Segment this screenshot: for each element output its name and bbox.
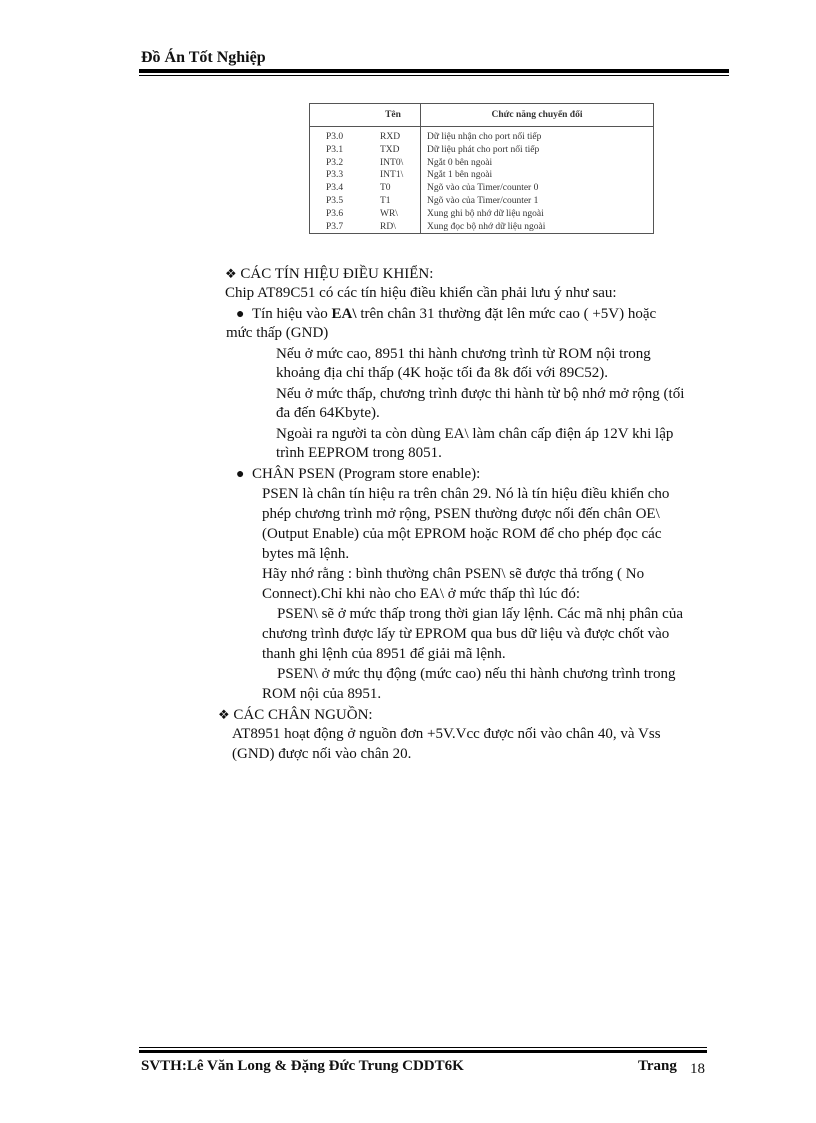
column-header-pin <box>310 104 367 127</box>
footer-rule <box>139 1050 707 1053</box>
table-row <box>310 127 654 144</box>
paragraph: Ngoài ra người ta còn dùng EA\ làm chân cấp điện áp 12V khi lập <box>276 426 674 442</box>
pin-cell: P3.2 <box>326 157 344 168</box>
column-header-name: Tên <box>366 104 421 127</box>
table-row <box>310 157 654 170</box>
paragraph: ROM nội của 8951. <box>262 686 382 702</box>
page-number: 18 <box>690 1061 705 1077</box>
table-row <box>310 208 654 221</box>
name-cell: TXD <box>366 144 421 157</box>
diamond-bullet-icon: ❖ <box>218 707 230 722</box>
footer-rule-thin <box>139 1047 707 1048</box>
table-row <box>310 195 654 208</box>
paragraph: Connect).Chỉ khi nào cho EA\ ở mức thấp thì lúc đó: <box>262 586 581 602</box>
pin-cell: P3.0 <box>326 132 344 142</box>
paragraph: trình EEPROM trong 8051. <box>276 445 442 461</box>
paragraph: PSEN\ sẽ ở mức thấp trong thời gian lấy lệnh. Các mã nhị phân của <box>277 606 683 622</box>
paragraph: chương trình được lấy từ EPROM qua bus dữ liệu và được chốt vào <box>262 626 670 642</box>
port3-function-table <box>309 103 654 251</box>
paragraph: đa đến 64Kbyte). <box>276 405 380 421</box>
document-title: Đồ Án Tốt Nghiệp <box>141 49 266 66</box>
pin-cell: P3.5 <box>326 195 344 206</box>
name-cell: WR\ <box>366 208 421 221</box>
pin-cell: P3.6 <box>326 208 344 219</box>
paragraph: (GND) được nối vào chân 20. <box>232 746 412 762</box>
paragraph: PSEN\ ở mức thụ động (mức cao) nếu thi hành chương trình trong <box>277 666 676 682</box>
pin-cell: P3.1 <box>326 144 344 155</box>
bullet-dot-icon: ● <box>236 307 245 322</box>
table-row <box>310 144 654 157</box>
function-cell: Xung ghi bộ nhớ dữ liệu ngoài <box>427 208 544 219</box>
header-rule <box>139 69 729 73</box>
paragraph: (Output Enable) của một EPROM hoặc ROM để cho phép đọc các <box>262 526 662 542</box>
pin-table <box>309 103 654 234</box>
table-row <box>310 221 654 234</box>
function-cell: Ngõ vào của Timer/counter 0 <box>427 183 539 194</box>
function-cell: Xung đọc bộ nhớ dữ liệu ngoài <box>427 221 546 232</box>
footer-page-label: Trang <box>638 1058 677 1074</box>
diamond-bullet-icon: ❖ <box>225 266 237 281</box>
name-cell: INT0\ <box>366 157 421 170</box>
paragraph: Nếu ở mức cao, 8951 thi hành chương trình từ ROM nội trong <box>276 346 651 362</box>
name-cell: RD\ <box>366 221 421 234</box>
pin-cell: P3.7 <box>326 221 344 232</box>
name-cell: RXD <box>366 127 421 144</box>
function-cell: Ngắt 1 bên ngoài <box>427 170 493 181</box>
paragraph: Chip AT89C51 có các tín hiệu điều khiển cần phải lưu ý như sau: <box>225 285 617 301</box>
function-cell: Dữ liệu phát cho port nối tiếp <box>427 144 540 155</box>
section-heading-control-signals: ❖ CÁC TÍN HIỆU ĐIỀU KHIỂN: <box>225 266 434 282</box>
name-cell: INT1\ <box>366 169 421 182</box>
pin-cell: P3.4 <box>326 183 344 194</box>
function-cell: Ngắt 0 bên ngoài <box>427 157 493 168</box>
footer-authors: SVTH:Lê Văn Long & Đặng Đức Trung CDDT6K <box>141 1058 464 1074</box>
name-cell: T1 <box>366 195 421 208</box>
paragraph: khoảng địa chỉ thấp (4K hoặc tối đa 8k đối với 89C52). <box>276 365 609 381</box>
paragraph: PSEN là chân tín hiệu ra trên chân 29. Nó là tín hiệu điều khiển cho <box>262 486 670 502</box>
paragraph: Nếu ở mức thấp, chương trình được thi hành từ bộ nhớ mở rộng (tối <box>276 386 685 402</box>
function-cell: Ngõ vào của Timer/counter 1 <box>427 195 539 206</box>
list-item-psen: ● CHÂN PSEN (Program store enable): <box>236 466 481 482</box>
header-rule-thin <box>139 75 729 76</box>
table-row <box>310 169 654 182</box>
name-cell: T0 <box>366 182 421 195</box>
table-row <box>310 182 654 195</box>
column-header-function: Chức năng chuyển đổi <box>421 104 654 127</box>
paragraph: phép chương trình mở rộng, PSEN thường được nối đến chân OE\ <box>262 506 660 522</box>
bullet-dot-icon: ● <box>236 467 245 482</box>
section-heading-power-pins: ❖ CÁC CHÂN NGUỒN: <box>218 707 373 723</box>
list-item-ea: ● Tín hiệu vào EA\ trên chân 31 thường đặt lên mức cao ( +5V) hoặc <box>236 306 657 322</box>
paragraph: Hãy nhớ rằng : bình thường chân PSEN\ sẽ được thả trống ( No <box>262 566 645 582</box>
paragraph: bytes mã lệnh. <box>262 546 350 562</box>
paragraph: mức thấp (GND) <box>226 325 329 341</box>
function-cell: Dữ liệu nhận cho port nối tiếp <box>427 132 542 142</box>
pin-cell: P3.3 <box>326 170 344 181</box>
paragraph: thanh ghi lệnh của 8951 để giải mã lệnh. <box>262 646 506 662</box>
table-header-row <box>310 104 654 127</box>
paragraph: AT8951 hoạt động ở nguồn đơn +5V.Vcc được nối vào chân 40, và Vss <box>232 726 661 742</box>
